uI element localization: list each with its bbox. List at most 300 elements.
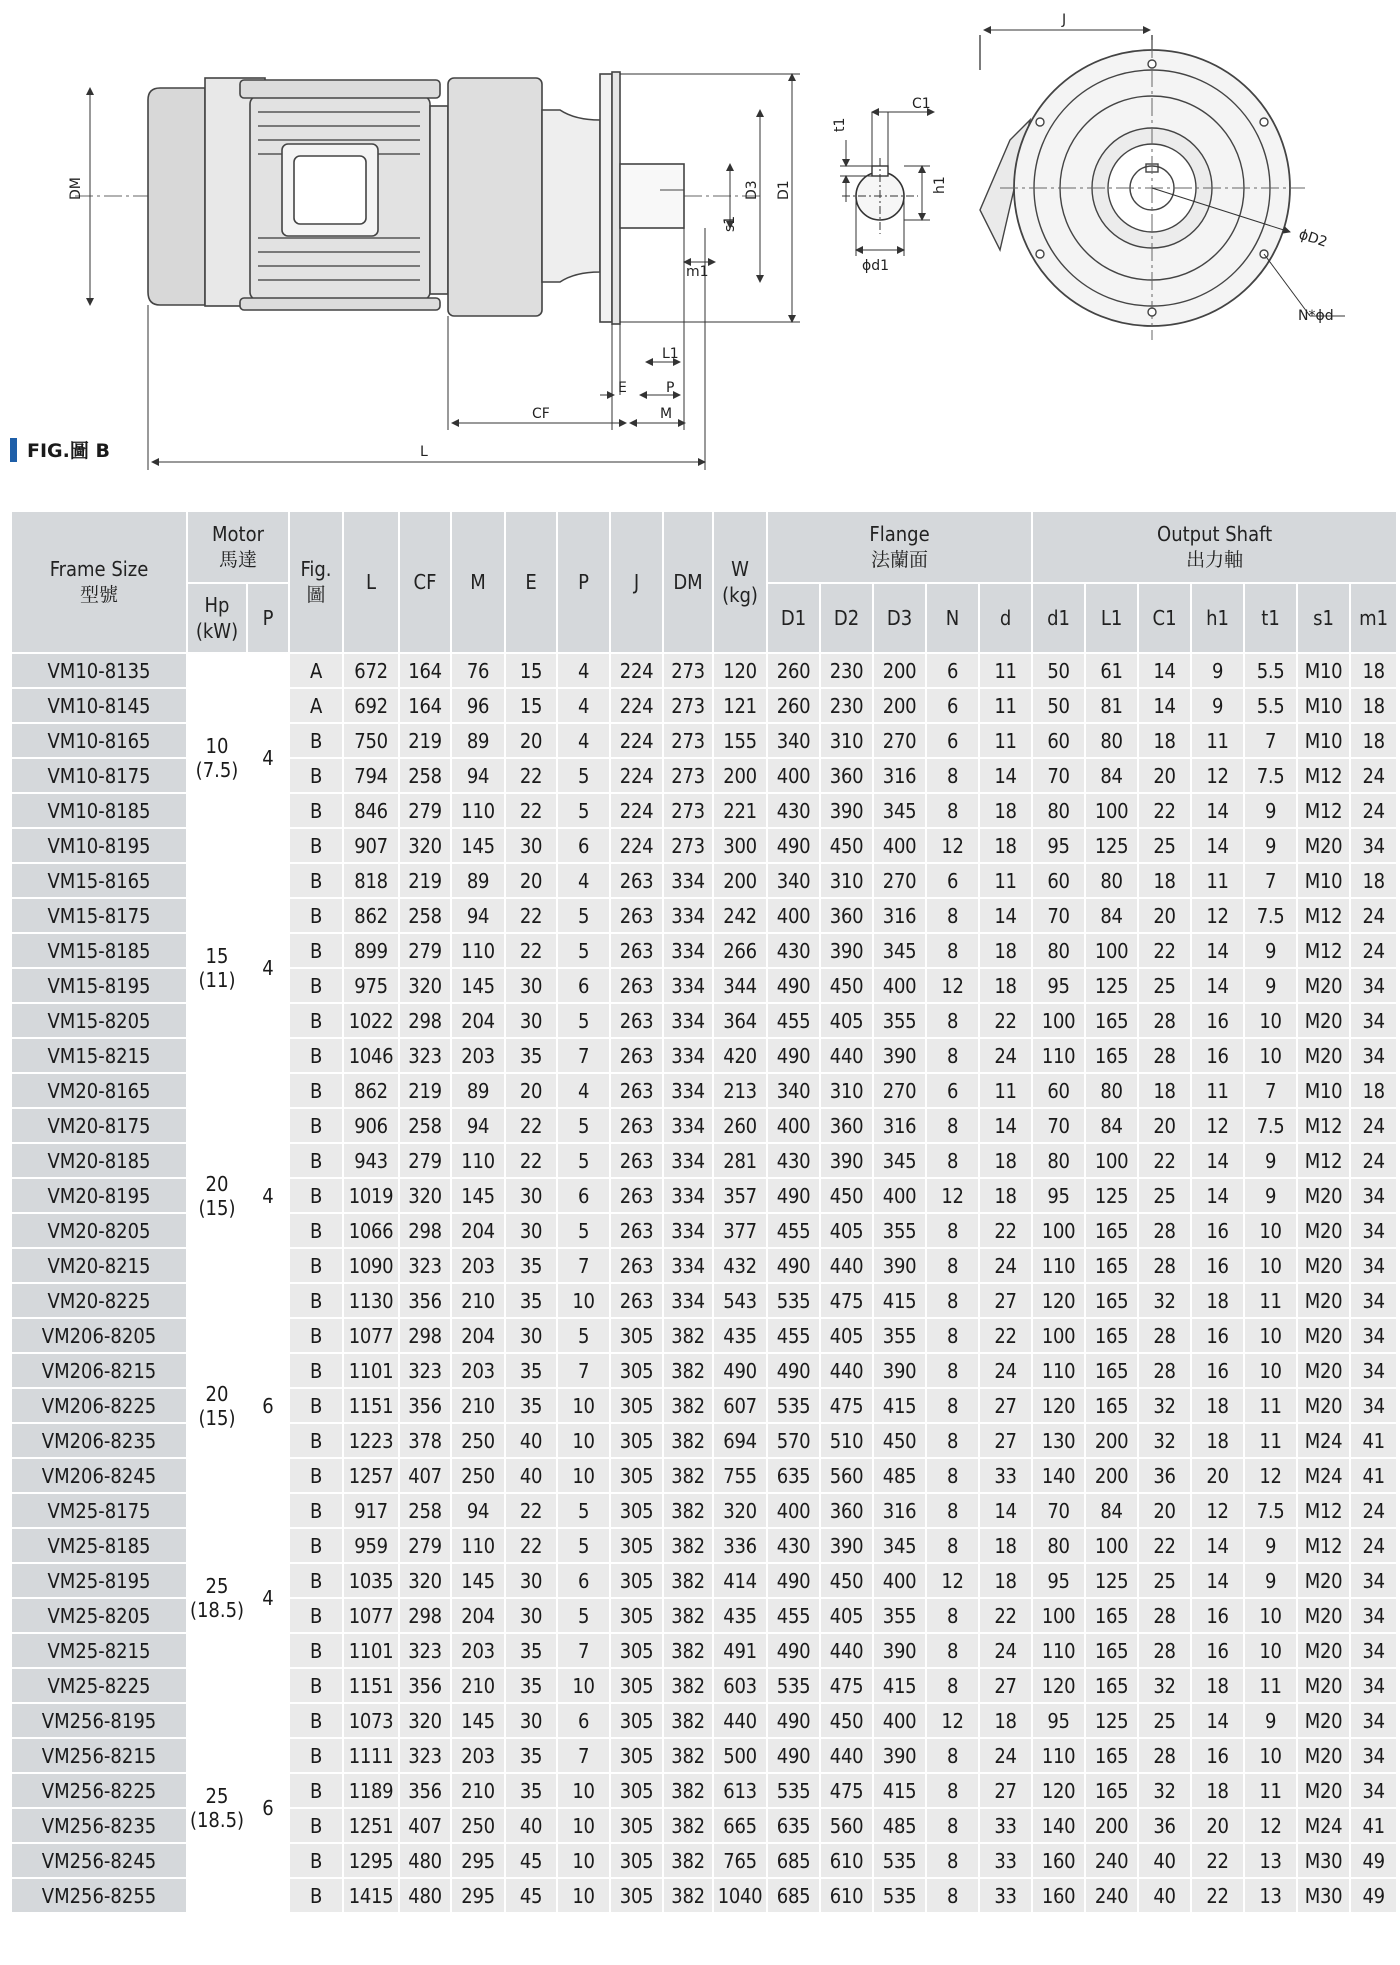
- table-cell: 450: [820, 1703, 873, 1738]
- table-cell: 164: [399, 653, 451, 688]
- table-cell: 10: [1244, 1598, 1297, 1633]
- table-cell: 305: [610, 1773, 663, 1808]
- table-cell: 8: [926, 1283, 979, 1318]
- table-cell: 405: [820, 1003, 873, 1038]
- table-cell: 34: [1350, 1598, 1397, 1633]
- table-cell: B: [289, 1843, 343, 1878]
- table-cell: 440: [820, 1353, 873, 1388]
- table-row: [11, 653, 1397, 688]
- table-cell: 390: [873, 1633, 926, 1668]
- table-cell: 8: [926, 1318, 979, 1353]
- table-cell: 11: [1244, 1423, 1297, 1458]
- table-cell: 400: [767, 1108, 820, 1143]
- table-row: [11, 1318, 1397, 1353]
- table-cell: 80: [1032, 793, 1085, 828]
- table-cell: M20: [1297, 1178, 1350, 1213]
- table-cell: 28: [1138, 1003, 1191, 1038]
- table-cell: 316: [873, 758, 926, 793]
- table-cell: 846: [343, 793, 399, 828]
- table-cell: 415: [873, 1388, 926, 1423]
- table-cell: 224: [610, 653, 663, 688]
- table-cell: 334: [663, 1003, 713, 1038]
- table-cell: 263: [610, 933, 663, 968]
- table-cell: 18: [979, 1528, 1032, 1563]
- table-cell: 34: [1350, 1703, 1397, 1738]
- table-cell: 165: [1085, 1738, 1138, 1773]
- frame-size-cell: VM206-8205: [11, 1318, 187, 1353]
- frame-size-cell: VM256-8215: [11, 1738, 187, 1773]
- table-cell: 40: [505, 1458, 557, 1493]
- table-cell: 356: [399, 1388, 451, 1423]
- table-cell: 20: [1191, 1458, 1244, 1493]
- table-cell: 535: [767, 1388, 820, 1423]
- table-cell: 80: [1032, 1528, 1085, 1563]
- motor-kw: (15): [198, 1405, 236, 1430]
- table-cell: 30: [505, 1178, 557, 1213]
- table-cell: 295: [451, 1878, 505, 1913]
- table-cell: 24: [1350, 1143, 1397, 1178]
- table-cell: 35: [505, 1773, 557, 1808]
- table-cell: 34: [1350, 828, 1397, 863]
- table-cell: 475: [820, 1283, 873, 1318]
- table-cell: 125: [1085, 1703, 1138, 1738]
- table-cell: 1077: [343, 1598, 399, 1633]
- col-L1: L1: [1085, 583, 1138, 653]
- table-cell: 357: [713, 1178, 767, 1213]
- table-cell: 10: [557, 1458, 610, 1493]
- motor-power-cell: [187, 1073, 247, 1318]
- table-cell: 22: [1191, 1843, 1244, 1878]
- table-cell: 204: [451, 1598, 505, 1633]
- motor-hp: 25: [205, 1784, 229, 1808]
- table-cell: B: [289, 1878, 343, 1913]
- table-cell: M12: [1297, 1493, 1350, 1528]
- table-cell: 405: [820, 1213, 873, 1248]
- table-cell: 400: [767, 898, 820, 933]
- table-cell: 1189: [343, 1773, 399, 1808]
- table-cell: 16: [1191, 1598, 1244, 1633]
- table-cell: 298: [399, 1213, 451, 1248]
- table-cell: 200: [1085, 1423, 1138, 1458]
- table-cell: 200: [713, 758, 767, 793]
- dim-L: L: [420, 444, 428, 460]
- table-cell: 490: [767, 1738, 820, 1773]
- table-cell: 145: [451, 828, 505, 863]
- col-m1: m1: [1350, 583, 1397, 653]
- table-cell: 360: [820, 1493, 873, 1528]
- table-cell: 316: [873, 898, 926, 933]
- frame-size-cell: VM256-8235: [11, 1808, 187, 1843]
- table-cell: 316: [873, 1493, 926, 1528]
- table-cell: B: [289, 1108, 343, 1143]
- table-cell: 11: [979, 723, 1032, 758]
- table-cell: 260: [713, 1108, 767, 1143]
- table-cell: M20: [1297, 1038, 1350, 1073]
- table-cell: 35: [505, 1633, 557, 1668]
- table-cell: 635: [767, 1458, 820, 1493]
- table-cell: 475: [820, 1773, 873, 1808]
- table-cell: 8: [926, 1248, 979, 1283]
- table-cell: 110: [1032, 1738, 1085, 1773]
- table-cell: 210: [451, 1668, 505, 1703]
- table-cell: 145: [451, 1703, 505, 1738]
- table-cell: M20: [1297, 1283, 1350, 1318]
- table-cell: M20: [1297, 1318, 1350, 1353]
- table-cell: B: [289, 1633, 343, 1668]
- table-cell: 334: [663, 1178, 713, 1213]
- table-cell: 8: [926, 758, 979, 793]
- frame-size-cell: VM15-8175: [11, 898, 187, 933]
- table-cell: 35: [505, 1738, 557, 1773]
- table-cell: 570: [767, 1423, 820, 1458]
- table-cell: 80: [1032, 933, 1085, 968]
- table-cell: 110: [451, 793, 505, 828]
- frame-size-cell: VM25-8225: [11, 1668, 187, 1703]
- table-cell: 14: [1191, 1703, 1244, 1738]
- table-cell: 334: [663, 863, 713, 898]
- table-cell: 224: [610, 688, 663, 723]
- table-cell: 24: [979, 1353, 1032, 1388]
- table-cell: 1151: [343, 1668, 399, 1703]
- table-cell: 273: [663, 828, 713, 863]
- table-cell: 18: [979, 968, 1032, 1003]
- table-cell: 219: [399, 1073, 451, 1108]
- table-cell: 34: [1350, 1178, 1397, 1213]
- table-cell: 121: [713, 688, 767, 723]
- table-cell: 260: [767, 688, 820, 723]
- dim-D3: D3: [744, 180, 760, 200]
- table-cell: 450: [820, 1178, 873, 1213]
- table-cell: 18: [1191, 1423, 1244, 1458]
- table-cell: 1066: [343, 1213, 399, 1248]
- table-cell: B: [289, 1143, 343, 1178]
- table-cell: 33: [979, 1458, 1032, 1493]
- table-cell: 8: [926, 793, 979, 828]
- table-cell: B: [289, 1073, 343, 1108]
- table-cell: 364: [713, 1003, 767, 1038]
- table-cell: 49: [1350, 1878, 1397, 1913]
- table-cell: 96: [451, 688, 505, 723]
- table-cell: 490: [767, 1563, 820, 1598]
- table-cell: 16: [1191, 1003, 1244, 1038]
- table-cell: 110: [451, 933, 505, 968]
- table-cell: 14: [979, 758, 1032, 793]
- table-cell: 320: [399, 1703, 451, 1738]
- table-cell: M12: [1297, 1528, 1350, 1563]
- motor-kw: (11): [198, 968, 236, 992]
- table-cell: 279: [399, 1528, 451, 1563]
- table-cell: 273: [663, 653, 713, 688]
- table-cell: 5: [557, 793, 610, 828]
- table-cell: 165: [1085, 1353, 1138, 1388]
- table-cell: 160: [1032, 1843, 1085, 1878]
- table-cell: 165: [1085, 1318, 1138, 1353]
- table-cell: 510: [820, 1423, 873, 1458]
- table-cell: 917: [343, 1493, 399, 1528]
- table-cell: 258: [399, 1108, 451, 1143]
- table-cell: 25: [1138, 968, 1191, 1003]
- table-cell: 49: [1350, 1843, 1397, 1878]
- table-cell: 200: [1085, 1458, 1138, 1493]
- table-cell: 1046: [343, 1038, 399, 1073]
- table-cell: 355: [873, 1003, 926, 1038]
- table-cell: 22: [505, 1528, 557, 1563]
- table-cell: 34: [1350, 1773, 1397, 1808]
- table-cell: 13: [1244, 1878, 1297, 1913]
- table-cell: 8: [926, 933, 979, 968]
- table-cell: 18: [979, 1143, 1032, 1178]
- table-cell: 24: [979, 1633, 1032, 1668]
- table-cell: 258: [399, 898, 451, 933]
- flange-view: [980, 30, 1345, 340]
- table-cell: M20: [1297, 1773, 1350, 1808]
- dim-DM: DM: [68, 177, 84, 200]
- table-cell: 203: [451, 1038, 505, 1073]
- table-cell: 400: [873, 1563, 926, 1598]
- table-cell: 305: [610, 1353, 663, 1388]
- table-cell: 200: [873, 688, 926, 723]
- table-cell: 6: [557, 828, 610, 863]
- table-cell: 224: [610, 828, 663, 863]
- table-cell: 35: [505, 1248, 557, 1283]
- table-cell: 310: [820, 863, 873, 898]
- table-cell: A: [289, 688, 343, 723]
- table-cell: 390: [873, 1738, 926, 1773]
- table-cell: B: [289, 1738, 343, 1773]
- table-cell: 30: [505, 1598, 557, 1633]
- table-cell: 323: [399, 1633, 451, 1668]
- col-output-shaft-zh: 出力軸: [1186, 549, 1244, 571]
- table-cell: 10: [1244, 1353, 1297, 1388]
- table-cell: 8: [926, 1878, 979, 1913]
- frame-size-cell: VM206-8215: [11, 1353, 187, 1388]
- table-cell: 221: [713, 793, 767, 828]
- table-cell: 165: [1085, 1038, 1138, 1073]
- table-cell: 14: [1191, 1563, 1244, 1598]
- table-cell: 405: [820, 1598, 873, 1633]
- table-cell: 100: [1032, 1213, 1085, 1248]
- table-cell: 11: [1244, 1773, 1297, 1808]
- frame-size-cell: VM10-8145: [11, 688, 187, 723]
- table-cell: 13: [1244, 1843, 1297, 1878]
- table-cell: 12: [1191, 1493, 1244, 1528]
- table-cell: 100: [1032, 1598, 1085, 1633]
- frame-size-cell: VM10-8185: [11, 793, 187, 828]
- table-cell: 7.5: [1244, 1493, 1297, 1528]
- col-flange-zh: 法蘭面: [871, 549, 929, 571]
- table-cell: 5: [557, 898, 610, 933]
- table-cell: 430: [767, 1143, 820, 1178]
- table-cell: 490: [713, 1353, 767, 1388]
- table-cell: 263: [610, 898, 663, 933]
- motor-power-cell: [187, 1703, 247, 1913]
- table-cell: 273: [663, 793, 713, 828]
- table-cell: 450: [820, 828, 873, 863]
- col-output-shaft-en: Output Shaft: [1157, 522, 1273, 546]
- table-cell: 20: [1138, 898, 1191, 933]
- table-cell: 165: [1085, 1598, 1138, 1633]
- frame-size-cell: VM15-8165: [11, 863, 187, 898]
- table-cell: 8: [926, 1213, 979, 1248]
- dim-t1: t1: [832, 117, 848, 132]
- table-cell: 18: [1191, 1668, 1244, 1703]
- table-cell: 84: [1085, 1493, 1138, 1528]
- dim-P: P: [666, 380, 675, 396]
- table-cell: B: [289, 1283, 343, 1318]
- table-cell: 455: [767, 1318, 820, 1353]
- table-cell: 5: [557, 1493, 610, 1528]
- col-N: N: [926, 583, 979, 653]
- table-cell: 224: [610, 793, 663, 828]
- table-cell: 263: [610, 1213, 663, 1248]
- col-frame-size-en: Frame Size: [49, 557, 149, 581]
- table-cell: 32: [1138, 1388, 1191, 1423]
- table-cell: 382: [663, 1703, 713, 1738]
- table-cell: 9: [1191, 653, 1244, 688]
- table-cell: 490: [767, 828, 820, 863]
- table-cell: 12: [926, 828, 979, 863]
- table-cell: 14: [1138, 653, 1191, 688]
- table-cell: 10: [557, 1423, 610, 1458]
- table-cell: M20: [1297, 968, 1350, 1003]
- table-cell: 480: [399, 1843, 451, 1878]
- table-cell: M30: [1297, 1843, 1350, 1878]
- table-cell: 535: [767, 1773, 820, 1808]
- table-cell: M10: [1297, 863, 1350, 898]
- table-cell: 84: [1085, 758, 1138, 793]
- table-cell: 36: [1138, 1808, 1191, 1843]
- frame-size-cell: VM20-8185: [11, 1143, 187, 1178]
- table-cell: 613: [713, 1773, 767, 1808]
- col-poles: P: [247, 583, 289, 653]
- table-cell: 224: [610, 758, 663, 793]
- table-cell: B: [289, 1038, 343, 1073]
- table-cell: 560: [820, 1458, 873, 1493]
- table-cell: M12: [1297, 1108, 1350, 1143]
- table-cell: 455: [767, 1003, 820, 1038]
- table-cell: 305: [610, 1598, 663, 1633]
- table-cell: 165: [1085, 1773, 1138, 1808]
- col-h1: h1: [1191, 583, 1244, 653]
- table-cell: 356: [399, 1668, 451, 1703]
- dim-d1: ϕd1: [862, 258, 890, 274]
- table-cell: 5: [557, 758, 610, 793]
- table-cell: 45: [505, 1878, 557, 1913]
- table-cell: 336: [713, 1528, 767, 1563]
- table-cell: M20: [1297, 1668, 1350, 1703]
- table-cell: 240: [1085, 1878, 1138, 1913]
- table-cell: 765: [713, 1843, 767, 1878]
- table-cell: 12: [926, 1178, 979, 1213]
- col-flange-en: Flange: [869, 522, 930, 546]
- table-cell: B: [289, 863, 343, 898]
- motor-power-cell: [187, 863, 247, 1073]
- table-cell: 1101: [343, 1633, 399, 1668]
- table-cell: 11: [979, 1073, 1032, 1108]
- table-cell: 28: [1138, 1213, 1191, 1248]
- table-cell: 14: [979, 1493, 1032, 1528]
- table-cell: 70: [1032, 1108, 1085, 1143]
- table-cell: 30: [505, 1213, 557, 1248]
- table-cell: 12: [926, 1703, 979, 1738]
- table-cell: 8: [926, 1528, 979, 1563]
- table-cell: 165: [1085, 1668, 1138, 1703]
- table-cell: 12: [1244, 1808, 1297, 1843]
- table-cell: 203: [451, 1353, 505, 1388]
- table-cell: M12: [1297, 1143, 1350, 1178]
- col-D1: D1: [767, 583, 820, 653]
- table-cell: 382: [663, 1353, 713, 1388]
- table-cell: 455: [767, 1213, 820, 1248]
- col-kw-label: (kW): [195, 619, 239, 643]
- table-cell: 230: [820, 688, 873, 723]
- table-cell: 490: [767, 968, 820, 1003]
- col-fig-zh: 圖: [306, 584, 326, 606]
- table-cell: 4: [557, 1073, 610, 1108]
- table-cell: 24: [979, 1738, 1032, 1773]
- table-cell: 490: [767, 1178, 820, 1213]
- frame-size-cell: VM20-8165: [11, 1073, 187, 1108]
- table-cell: 145: [451, 1178, 505, 1213]
- table-cell: 10: [557, 1808, 610, 1843]
- table-cell: 28: [1138, 1598, 1191, 1633]
- table-cell: 320: [399, 1178, 451, 1213]
- table-cell: 14: [979, 1108, 1032, 1143]
- table-cell: B: [289, 1423, 343, 1458]
- table-cell: 60: [1032, 1073, 1085, 1108]
- dim-D2: ϕD2: [1296, 226, 1330, 251]
- spec-table-body: [11, 653, 1397, 1913]
- table-cell: 16: [1191, 1248, 1244, 1283]
- table-cell: 382: [663, 1598, 713, 1633]
- table-cell: M20: [1297, 1703, 1350, 1738]
- table-cell: 155: [713, 723, 767, 758]
- table-cell: 490: [767, 1248, 820, 1283]
- col-E: E: [505, 511, 557, 653]
- shaft-section: [840, 112, 934, 256]
- table-cell: B: [289, 1528, 343, 1563]
- table-cell: 334: [663, 1073, 713, 1108]
- table-cell: 400: [767, 758, 820, 793]
- frame-size-cell: VM20-8175: [11, 1108, 187, 1143]
- table-cell: 1077: [343, 1318, 399, 1353]
- motor-poles-cell: 4: [247, 863, 289, 1073]
- frame-size-cell: VM256-8195: [11, 1703, 187, 1738]
- table-cell: 455: [767, 1598, 820, 1633]
- table-cell: 279: [399, 1143, 451, 1178]
- table-row: [11, 1493, 1397, 1528]
- table-cell: 100: [1085, 933, 1138, 968]
- table-cell: 400: [873, 1703, 926, 1738]
- table-cell: 5: [557, 1003, 610, 1038]
- dim-s1: s1: [722, 215, 738, 232]
- table-cell: 906: [343, 1108, 399, 1143]
- table-cell: 414: [713, 1563, 767, 1598]
- col-output-shaft: [1032, 511, 1397, 583]
- table-cell: 12: [926, 968, 979, 1003]
- table-cell: 1101: [343, 1353, 399, 1388]
- table-cell: 5: [557, 933, 610, 968]
- table-cell: 50: [1032, 688, 1085, 723]
- table-cell: 34: [1350, 1633, 1397, 1668]
- table-cell: 22: [979, 1003, 1032, 1038]
- table-cell: 14: [1191, 1178, 1244, 1213]
- table-cell: 560: [820, 1808, 873, 1843]
- table-cell: 95: [1032, 828, 1085, 863]
- col-flange: [767, 511, 1032, 583]
- table-cell: 8: [926, 1598, 979, 1633]
- table-cell: 435: [713, 1318, 767, 1353]
